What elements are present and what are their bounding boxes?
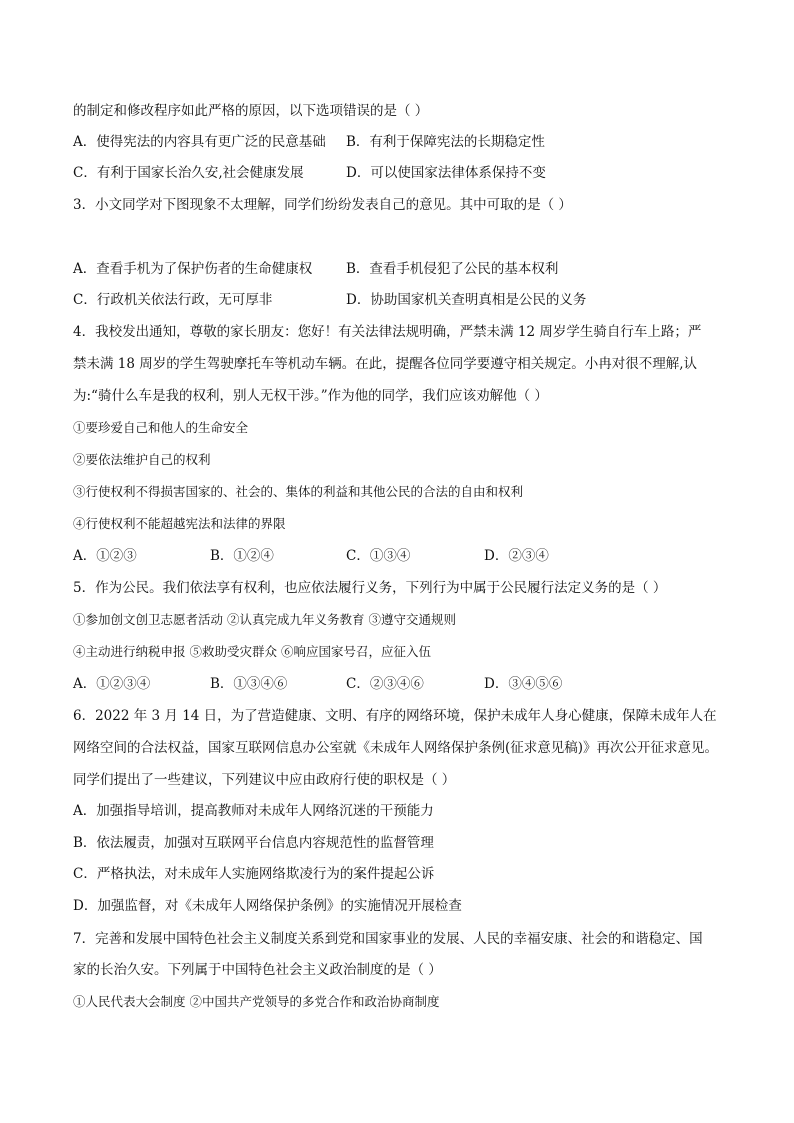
question-4-stem-line-3: 为:“骑什么车是我的权利，别人无权干涉。”作为他的同学，我们应该劝解他（ ） [73, 388, 548, 404]
q4-option-c: C．①③④ [346, 548, 411, 564]
q6-option-b: B．依法履责，加强对互联网平台信息内容规范性的监督管理 [73, 835, 434, 851]
q4-item-2: ②要依法维护自己的权利 [73, 452, 211, 467]
question-6-stem-line-2: 网络空间的合法权益，国家互联网信息办公室就《未成年人网络保护条例(征求意见稿)》再次公开征求意见。 [73, 740, 719, 756]
q4-option-d: D．②③④ [484, 548, 549, 564]
q2-option-d: D．可以使国家法律体系保持不变 [346, 165, 546, 181]
question-7-stem-line-2: 家的长治久安。下列属于中国特色社会主义政治制度的是（ ） [73, 962, 442, 978]
q4-item-4: ④行使权利不能超越宪法和法律的界限 [73, 516, 286, 531]
question-2-stem-tail: 的制定和修改程序如此严格的原因，以下选项错误的是（ ） [73, 103, 429, 119]
question-4-stem-line-1: 4．我校发出通知，尊敬的家长朋友：您好！有关法律法规明确，严禁未满 12 周岁学生骑自行车上路；严 [73, 324, 702, 340]
q5-option-a: A．①②③④ [73, 676, 151, 692]
q5-option-c: C．②③④⑥ [346, 676, 424, 692]
q6-option-a: A．加强指导培训，提高教师对未成年人网络沉迷的干预能力 [73, 803, 434, 819]
q6-option-d: D．加强监督，对《未成年人网络保护条例》的实施情况开展检查 [73, 898, 462, 914]
q2-option-c: C．有利于国家长治久安,社会健康发展 [73, 165, 304, 181]
question-4-stem-line-2: 禁未满 18 周岁的学生驾驶摩托车等机动车辆。在此，提醒各位同学要遵守相关规定。小冉对很不理解,认 [73, 356, 698, 372]
q5-option-d: D．③④⑤⑥ [484, 676, 563, 692]
q5-option-b: B．①③④⑥ [210, 676, 288, 692]
question-7-stem-line-1: 7．完善和发展中国特色社会主义制度关系到党和国家事业的发展、人民的幸福安康、社会的和谐稳定、国 [73, 931, 703, 947]
question-6-stem-line-1: 6．2022 年 3 月 14 日，为了营造健康、文明、有序的网络环境，保护未成年人身心健康，保障未成年人在 [73, 708, 717, 724]
q4-item-1: ①要珍爱自己和他人的生命安全 [73, 420, 249, 435]
q3-option-a: A．查看手机为了保护伤者的生命健康权 [73, 261, 313, 277]
q4-option-b: B．①②④ [210, 548, 274, 564]
q3-option-d: D．协助国家机关查明真相是公民的义务 [346, 292, 587, 308]
q5-items-line-2: ④主动进行纳税申报 ⑤救助受灾群众 ⑥响应国家号召，应征入伍 [73, 644, 431, 659]
q4-item-3: ③行使权利不得损害国家的、社会的、集体的利益和其他公民的合法的自由和权利 [73, 484, 524, 499]
q2-option-a: A．使得宪法的内容具有更广泛的民意基础 [73, 134, 326, 150]
q4-option-a: A．①②③ [73, 548, 137, 564]
q6-option-c: C．严格执法，对未成年人实施网络欺凌行为的案件提起公诉 [73, 866, 435, 882]
q3-option-c: C．行政机关依法行政，无可厚非 [73, 292, 273, 308]
question-5-stem: 5．作为公民。我们依法享有权利，也应依法履行义务，下列行为中属于公民履行法定义务的是（ ） [73, 580, 667, 596]
question-6-stem-line-3: 同学们提出了一些建议，下列建议中应由政府行使的职权是（ ） [73, 772, 456, 788]
q3-option-b: B．查看手机侵犯了公民的基本权利 [346, 261, 559, 277]
q2-option-b: B．有利于保障宪法的长期稳定性 [346, 134, 545, 150]
q5-items-line-1: ①参加创文创卫志愿者活动 ②认真完成九年义务教育 ③遵守交通规则 [73, 612, 456, 627]
question-3-stem: 3．小文同学对下图现象不太理解，同学们纷纷发表自己的意见。其中可取的是（ ） [73, 197, 572, 213]
q7-items-line-1: ①人民代表大会制度 ②中国共产党领导的多党合作和政治协商制度 [73, 994, 440, 1009]
